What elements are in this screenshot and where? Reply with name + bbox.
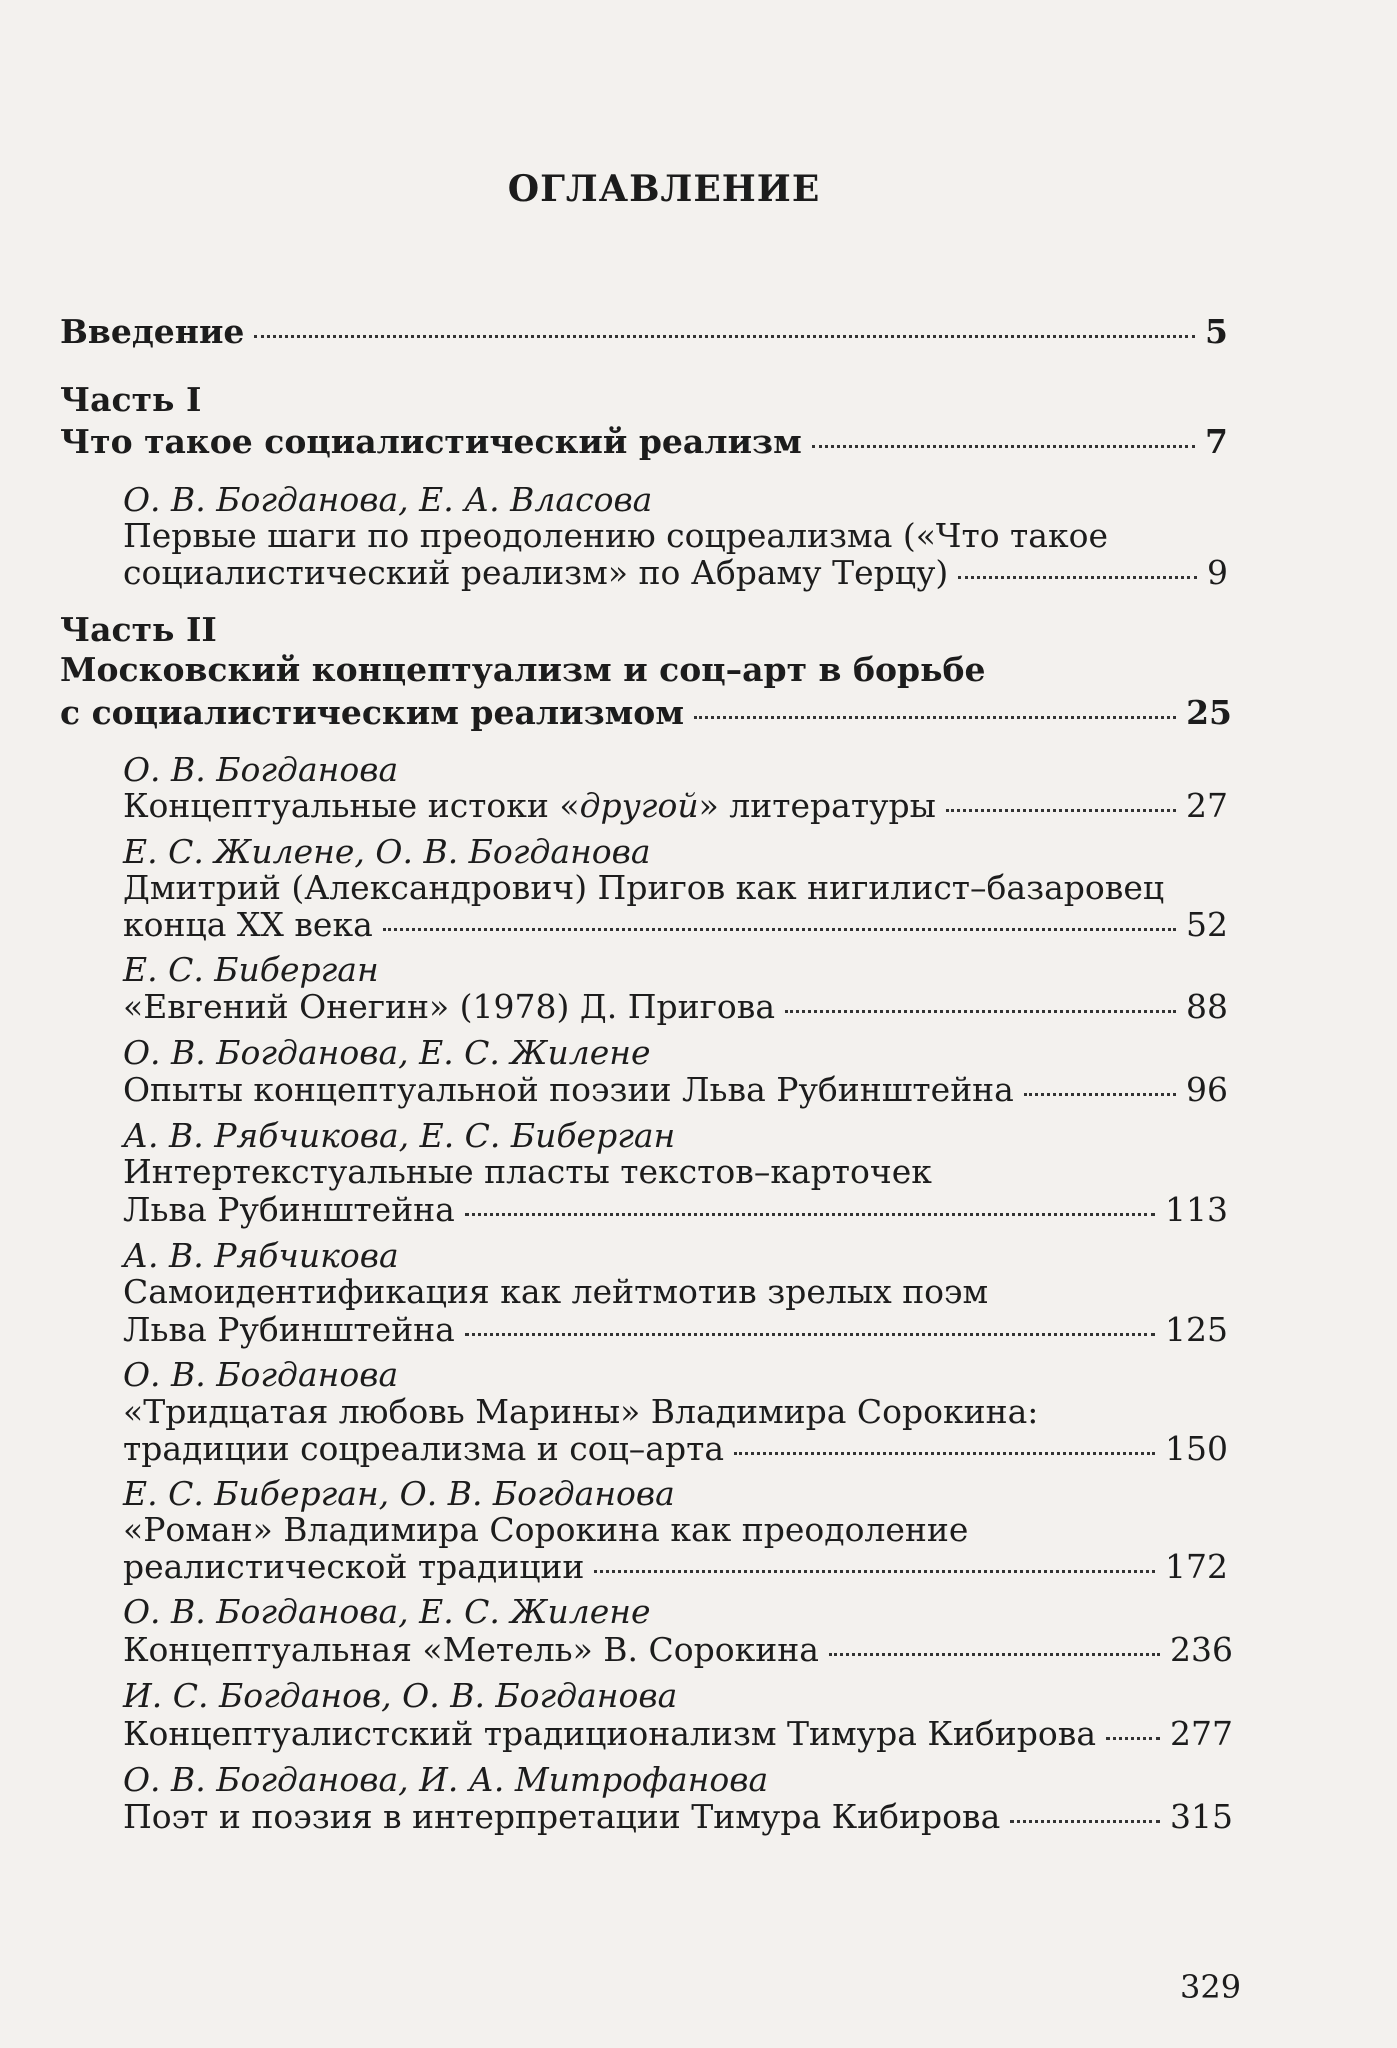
article-authors: О. В. Богданова [123, 750, 399, 789]
part-heading-line: с социалистическим реализмом [60, 693, 684, 732]
toc-entry-article[interactable] [123, 905, 1228, 945]
toc-entry-article[interactable] [123, 1429, 1228, 1469]
leader-dots [694, 716, 1176, 719]
article-title-line[interactable]: Самоидентификация как лейтмотив зрелых поэм [123, 1272, 989, 1311]
leader-dots [383, 928, 1176, 931]
article-title-line: конца ХХ века [123, 905, 373, 944]
part-label: Часть II [60, 610, 217, 649]
article-authors: Е. С. Жилене, О. В. Богданова [123, 832, 651, 871]
toc-page-number: 9 [1207, 553, 1228, 592]
leader-dots [1010, 1820, 1160, 1823]
article-authors: О. В. Богданова [123, 1355, 399, 1394]
leader-dots [594, 1570, 1155, 1573]
article-title-line: Льва Рубинштейна [123, 1310, 455, 1349]
article-title-line: традиции соцреализма и соц–арта [123, 1429, 725, 1468]
toc-entry-article[interactable] [123, 1070, 1228, 1110]
toc-page-number: 113 [1165, 1190, 1228, 1229]
leader-dots [829, 1653, 1160, 1656]
article-authors: Е. С. Биберган [123, 950, 379, 989]
part-heading-line[interactable]: Московский концептуализм и соц–арт в борьбе [60, 650, 986, 689]
article-title-line[interactable]: Дмитрий (Александрович) Пригов как нигилист–базаровец [123, 868, 1165, 907]
leader-dots [734, 1452, 1155, 1455]
leader-dots [465, 1333, 1155, 1336]
leader-dots [1024, 1093, 1176, 1096]
leader-dots [958, 576, 1197, 579]
toc-page-number: 25 [1186, 693, 1232, 732]
toc-page-number: 277 [1170, 1714, 1233, 1753]
leader-dots [254, 335, 1195, 338]
toc-entry-label: Введение [60, 312, 245, 351]
article-title-line: Льва Рубинштейна [123, 1190, 455, 1229]
article-title-line[interactable]: Первые шаги по преодолению соцреализма («Что такое [123, 516, 1109, 555]
leader-dots [812, 445, 1195, 448]
article-authors: О. В. Богданова, Е. С. Жилене [123, 1033, 651, 1072]
toc-page-number: 236 [1170, 1630, 1233, 1669]
page-title: ОГЛАВЛЕНИЕ [507, 168, 821, 210]
toc-page-number: 125 [1165, 1310, 1228, 1349]
article-authors: Е. С. Биберган, О. В. Богданова [123, 1474, 675, 1513]
article-title-line: Опыты концептуальной поэзии Льва Рубинштейна [123, 1070, 1014, 1109]
article-authors: А. В. Рябчикова, Е. С. Биберган [123, 1116, 676, 1155]
toc-page-number: 315 [1170, 1797, 1233, 1836]
article-authors: И. С. Богданов, О. В. Богданова [123, 1676, 678, 1715]
toc-entry-part-heading[interactable] [60, 422, 1228, 462]
article-title-line: Концептуальная «Метель» В. Сорокина [123, 1630, 819, 1669]
toc-entry-article[interactable] [123, 987, 1228, 1027]
part-label: Часть I [60, 380, 202, 419]
article-title-line[interactable]: Интертекстуальные пласты текстов–карточек [123, 1152, 932, 1191]
toc-entry-label: Что такое социалистический реализм [60, 422, 802, 461]
leader-dots [946, 809, 1176, 812]
article-title-line[interactable]: «Роман» Владимира Сорокина как преодоление [123, 1510, 969, 1549]
toc-entry-article[interactable] [123, 1190, 1228, 1230]
toc-page-number: 7 [1205, 422, 1228, 461]
article-authors: О. В. Богданова, И. А. Митрофанова [123, 1760, 769, 1799]
article-title-line: «Евгений Онегин» (1978) Д. Пригова [123, 987, 776, 1026]
toc-entry-article[interactable] [123, 1547, 1228, 1587]
page-folio-number: 329 [1180, 1968, 1242, 2006]
article-title-line: Концептуалистский традиционализм Тимура Кибирова [123, 1714, 1097, 1753]
leader-dots [785, 1010, 1176, 1013]
toc-entry-article[interactable] [123, 1630, 1233, 1670]
article-title-line: Концептуальные истоки «другой» литературы [123, 786, 936, 825]
toc-page-number: 27 [1186, 786, 1228, 825]
toc-page-number: 52 [1186, 905, 1228, 944]
article-title-line: Поэт и поэзия в интерпретации Тимура Кибирова [123, 1797, 1001, 1836]
toc-entry-article[interactable] [123, 1310, 1228, 1350]
article-title-line[interactable]: «Тридцатая любовь Марины» Владимира Сорокина: [123, 1392, 1039, 1431]
article-title-line: реалистической традиции [123, 1547, 585, 1586]
toc-page-number: 88 [1186, 987, 1228, 1026]
article-authors: А. В. Рябчикова [123, 1236, 399, 1275]
toc-entry-article[interactable] [123, 786, 1228, 826]
article-authors: О. В. Богданова, Е. С. Жилене [123, 1592, 651, 1631]
leader-dots [1106, 1737, 1160, 1740]
toc-page-number: 96 [1186, 1070, 1228, 1109]
toc-entry-part-heading[interactable] [60, 693, 1232, 733]
leader-dots [465, 1213, 1155, 1216]
toc-entry-article[interactable] [123, 1714, 1233, 1754]
toc-entry-introduction[interactable] [60, 312, 1228, 352]
article-title-line: социалистический реализм» по Абраму Терцу) [123, 553, 949, 592]
toc-entry-article[interactable] [123, 1797, 1233, 1837]
article-authors: О. В. Богданова, Е. А. Власова [123, 480, 653, 519]
toc-page-number: 5 [1205, 312, 1228, 351]
toc-page-number: 150 [1165, 1429, 1228, 1468]
toc-entry-article[interactable] [123, 553, 1228, 593]
toc-page-number: 172 [1165, 1547, 1228, 1586]
